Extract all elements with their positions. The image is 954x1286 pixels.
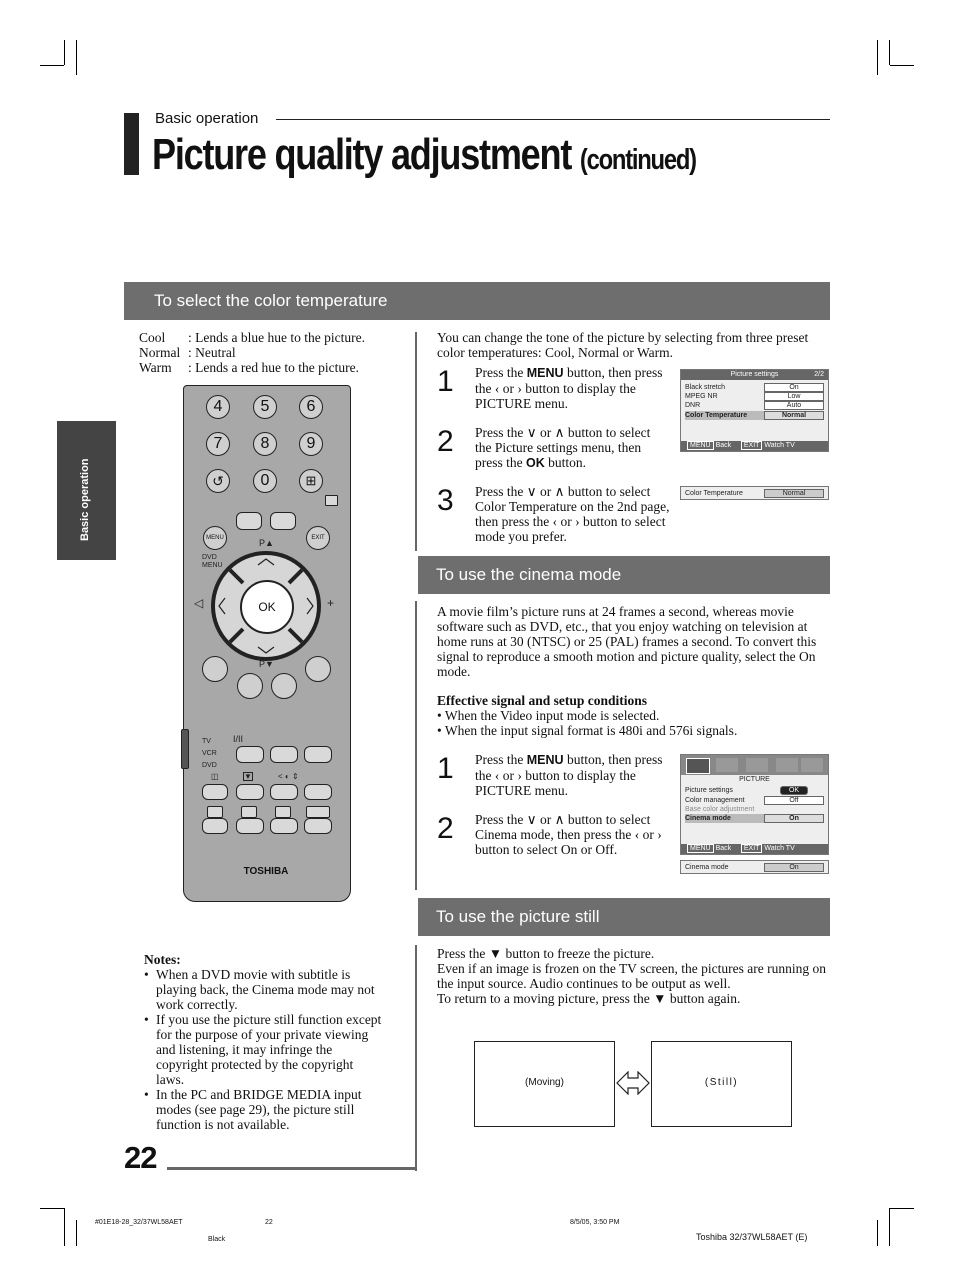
audio-icon (241, 806, 257, 818)
zoom-icon (270, 512, 296, 530)
color-temp-intro: You can change the tone of the picture by selecting from three preset color temperatures: Cool, Normal or Warm. (437, 330, 809, 360)
step-number: 2 (437, 425, 454, 458)
digit-8-button: 8 (253, 432, 277, 456)
footer-page: 22 (265, 1219, 273, 1226)
condition-item: • When the input signal format is 480i and 576i signals. (437, 723, 738, 738)
def-desc: : Lends a red hue to the picture. (188, 360, 359, 375)
osd-back-label: Back (715, 442, 732, 449)
subtitle-icon (207, 806, 223, 818)
page-title-main: Picture quality adjustment (152, 130, 572, 179)
osd-row (685, 392, 824, 401)
green-button (237, 673, 263, 699)
osd-row-value: Low (764, 392, 824, 401)
picture-mode-icon (236, 512, 262, 530)
still-line: Even if an image is frozen on the TV screen, the pictures are running on the input source. Audio continues to be output as well. (437, 961, 826, 991)
def-term: Warm (139, 360, 172, 375)
step-text-part: Press the ∨ or ∧ button to select Color Temperature on the 2nd page, then press the ‹ or › button to select mode you prefer. (475, 484, 670, 544)
cinema-conditions (437, 693, 831, 738)
step-text (475, 425, 665, 471)
input-select-icon: ⊞ (299, 469, 323, 493)
side-tab (57, 421, 116, 560)
osd-picture-menu (680, 754, 829, 855)
osd-row-label: Cinema mode (685, 815, 731, 822)
lock-icon (801, 758, 823, 772)
skip-back-icon (236, 818, 264, 834)
footer-file: #01E18-28_32/37WL58AET (95, 1219, 183, 1226)
crop-mark (76, 1220, 77, 1246)
step-text-part: Press the ∨ or ∧ button to select the Picture settings menu, then press the (475, 425, 651, 470)
osd-row-value: On (764, 814, 824, 823)
mode-switch (181, 729, 189, 769)
picture-icon (686, 758, 710, 774)
step-text (475, 365, 665, 411)
osd-row-label: Color Temperature (685, 490, 743, 497)
column-rule (415, 945, 417, 1171)
osd-picture-settings (680, 369, 829, 452)
volume-up-icon: + (327, 596, 335, 610)
osd-menu-key: MENU (687, 441, 714, 450)
crop-mark (877, 40, 878, 75)
footer-rule (167, 1167, 417, 1170)
column-rule (415, 601, 417, 890)
conditions-title: Effective signal and setup conditions (437, 693, 648, 708)
crop-mark (76, 40, 77, 75)
digit-4-button: 4 (206, 395, 230, 419)
page-title (152, 130, 696, 180)
still-line: Press the ▼ button to freeze the picture. (437, 946, 655, 961)
angle-icon (275, 806, 291, 818)
osd-row-selected (685, 411, 824, 420)
osd-row-label: Base color adjustment (685, 806, 755, 813)
osd-back-label: Back (715, 845, 732, 852)
osd-row-selected (685, 814, 824, 823)
note-text: In the PC and BRIDGE MEDIA input modes (see page 29), the picture still function is not available. (156, 1087, 362, 1132)
page-title-suffix: (continued) (579, 144, 696, 176)
crop-mark (40, 1208, 64, 1209)
osd-row (685, 401, 824, 410)
note-text: When a DVD movie with subtitle is playing back, the Cinema mode may not work correctly. (156, 967, 375, 1012)
osd-row-value: On (764, 383, 824, 392)
osd-page: 2/2 (814, 371, 824, 378)
osd-row (685, 786, 824, 795)
crop-mark (889, 40, 890, 65)
osd-row-value: Off (764, 796, 824, 805)
crop-mark (890, 65, 914, 66)
section-heading: To use the picture still (436, 907, 600, 926)
moving-label: (Moving) (525, 1077, 564, 1088)
digit-9-button: 9 (299, 432, 323, 456)
still-picture-box (651, 1041, 792, 1127)
crop-mark (64, 40, 65, 65)
osd-exit-key: EXIT (741, 844, 763, 853)
osd-cinema-bar (680, 860, 829, 874)
digit-0-button: 0 (253, 469, 277, 493)
section-bar-still (418, 898, 830, 936)
osd-footer (681, 844, 828, 854)
osd-title-text: Picture settings (730, 371, 779, 378)
volume-down-icon: ◁ (194, 596, 204, 610)
stop-icon (270, 818, 298, 834)
def-term: Normal (139, 345, 181, 360)
teletext-icon (306, 806, 330, 818)
exit-button: EXIT (306, 526, 330, 550)
osd-row-value: OK (780, 786, 808, 795)
osd-row-label: Color Temperature (685, 412, 748, 419)
mute-icon (304, 746, 332, 763)
section-heading: To use the cinema mode (436, 565, 622, 584)
footer-model: Toshiba 32/37WL58AET (E) (696, 1232, 808, 1242)
menu-button: MENU (203, 526, 227, 550)
notes-title: Notes: (144, 952, 181, 967)
sound-mode-icon (270, 746, 298, 763)
osd-title (681, 370, 828, 380)
step-number: 1 (437, 365, 454, 398)
osd-row (685, 805, 824, 814)
mts-button (236, 746, 264, 763)
osd-row-value: On (764, 863, 824, 872)
still-text (437, 946, 831, 1006)
osd-row (685, 383, 824, 392)
osd-watch-label: Watch TV (764, 442, 795, 449)
section-bar-cinema (418, 556, 830, 594)
osd-watch-label: Watch TV (764, 845, 795, 852)
play-icon (270, 784, 298, 800)
digit-6-button: 6 (299, 395, 323, 419)
step-text (475, 484, 675, 544)
dvd-menu-label: DVD MENU (202, 554, 223, 569)
still-line: To return to a moving picture, press the ▼ button again. (437, 991, 741, 1006)
footer-color: Black (208, 1236, 226, 1243)
note-item: • In the PC and BRIDGE MEDIA input modes (see page 29), the picture still function is not available. (144, 1087, 362, 1132)
note-text: If you use the picture still function except for the purpose of your private viewing and listening, it may infringe the copyright protected by the copyright laws. (156, 1012, 382, 1087)
yellow-button (271, 673, 297, 699)
double-arrow-icon (616, 1071, 650, 1095)
menu-key: MENU (526, 366, 564, 380)
section-heading: To select the color temperature (154, 291, 388, 310)
section-label: Basic operation (155, 110, 259, 127)
crop-mark (890, 1208, 914, 1209)
red-button (202, 656, 228, 682)
blue-button (305, 656, 331, 682)
page-number: 22 (124, 1140, 157, 1175)
crop-mark (889, 1208, 890, 1246)
channel-down-label: P▼ (259, 659, 274, 669)
menu-key: MENU (526, 753, 564, 767)
osd-row-label: Color management (685, 797, 745, 804)
mono-stereo-label: I/II (233, 734, 244, 744)
def-term: Cool (139, 330, 166, 345)
osd-menu-key: MENU (687, 844, 714, 853)
osd-row (685, 863, 824, 872)
osd-title-text: PICTURE (739, 776, 770, 783)
column-rule (415, 332, 417, 551)
step-text-part: button. (544, 455, 587, 470)
sound-icon (716, 758, 738, 772)
freeze-icon: ▼ (244, 772, 252, 781)
osd-row (685, 489, 824, 498)
rewind-icon (236, 784, 264, 800)
osd-row-label: Picture settings (685, 787, 733, 794)
osd-row-value: Normal (764, 489, 824, 498)
notes (144, 952, 384, 1132)
step-text-part: Press the (475, 752, 527, 767)
osd-row-label: Black stretch (685, 384, 726, 391)
osd-exit-key: EXIT (741, 441, 763, 450)
step-text (475, 752, 665, 798)
osd-color-temp-bar (680, 486, 829, 500)
digit-5-button: 5 (253, 395, 277, 419)
step-text-part: Press the ∨ or ∧ button to select Cinema mode, then press the ‹ or › button to select On or Off. (475, 812, 662, 857)
crop-mark (64, 1208, 65, 1246)
note-item: • If you use the picture still function except for the purpose of your private viewing and listening, it may infringe the copyright protected by the copyright laws. (144, 1012, 382, 1087)
setup-icon (746, 758, 768, 772)
dvd-label: DVD (202, 762, 217, 769)
osd-row-label: MPEG NR (685, 393, 718, 400)
osd-row-value: Normal (764, 411, 824, 420)
pause-icon (202, 818, 228, 834)
color-temp-definitions (139, 330, 409, 375)
side-tab-label: Basic operation (79, 458, 91, 541)
crop-mark (877, 1220, 878, 1246)
osd-row-label: Cinema mode (685, 864, 729, 871)
moving-picture-box (474, 1041, 615, 1127)
eject-icon (202, 784, 228, 800)
section-bar-color-temp (124, 282, 830, 320)
def-desc: : Lends a blue hue to the picture. (188, 330, 365, 345)
step-number: 1 (437, 752, 454, 785)
brand-logo: TOSHIBA (243, 866, 289, 877)
step-text-part: button, then press the ‹ or › button to display the PICTURE menu. (475, 752, 663, 798)
ok-key: OK (526, 456, 545, 470)
skip-icon: < ◐ ⇕ (278, 772, 299, 781)
step-text-part: Press the (475, 365, 527, 380)
osd-icon-strip (681, 755, 828, 775)
crop-mark (40, 65, 64, 66)
step-text (475, 812, 665, 857)
footer-date: 8/5/05, 3:50 PM (570, 1219, 620, 1226)
skip-forward-icon (304, 818, 332, 834)
ok-button: OK (240, 580, 294, 634)
ch-list-icon (325, 495, 338, 506)
picture-size-icon: ◫ (211, 772, 219, 781)
step-number: 3 (437, 484, 454, 517)
note-item: • When a DVD movie with subtitle is playing back, the Cinema mode may not work correctly. (144, 967, 375, 1012)
osd-row-label: DNR (685, 402, 701, 409)
return-icon: ↺ (206, 469, 230, 493)
still-label: (Still) (704, 1077, 739, 1088)
osd-footer (681, 441, 828, 451)
tv-label: TV (202, 738, 211, 745)
title-bar-marker (124, 113, 139, 175)
osd-row-value: Auto (764, 401, 824, 410)
def-desc: : Neutral (188, 345, 236, 360)
option-icon (776, 758, 798, 772)
vcr-label: VCR (202, 750, 217, 757)
osd-row (685, 796, 824, 805)
cinema-intro: A movie film’s picture runs at 24 frames a second, whereas movie software such as DVD, etc., that you enjoy watching on television at home runs at 30 (NTSC) or 25 (PAL) frames a second. To convert this signal to reproduce a smooth motion and picture quality, select the On mode. (437, 604, 817, 679)
channel-up-label: P▲ (259, 538, 274, 548)
header-rule (276, 119, 830, 120)
fast-forward-icon (304, 784, 332, 800)
condition-item: • When the Video input mode is selected. (437, 708, 660, 723)
digit-7-button: 7 (206, 432, 230, 456)
step-text-part: button, then press the ‹ or › button to display the PICTURE menu. (475, 365, 663, 411)
step-number: 2 (437, 812, 454, 845)
